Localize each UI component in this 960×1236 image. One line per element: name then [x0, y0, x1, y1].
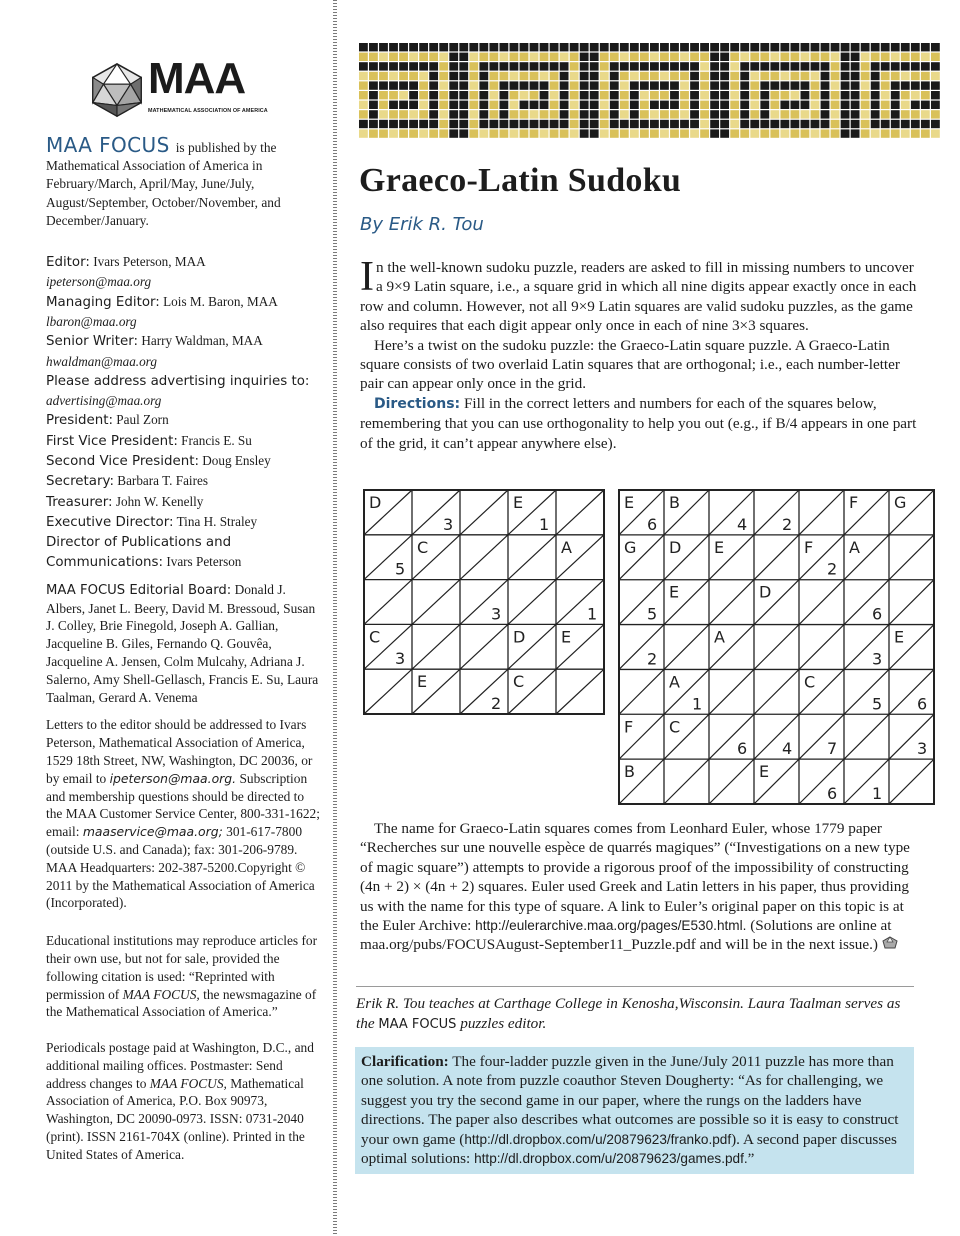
- cell-letter[interactable]: D: [513, 627, 526, 647]
- cell-number[interactable]: 3: [395, 649, 406, 669]
- cell-number[interactable]: 1: [539, 514, 550, 534]
- cell-letter[interactable]: E: [759, 762, 770, 782]
- cell-letter[interactable]: C: [804, 672, 816, 692]
- maa-logo[interactable]: [88, 54, 322, 126]
- cell-letter[interactable]: F: [849, 493, 859, 512]
- cell-number[interactable]: 6: [872, 604, 883, 624]
- staff-role: Executive Director:: [46, 514, 174, 530]
- staff-role: President:: [46, 413, 113, 429]
- postage-text-1: Periodicals postage paid at Washington, D.C., and additional mailing offices. Postmaster: Send address changes to: [46, 1040, 314, 1091]
- cell-letter[interactable]: E: [714, 537, 725, 557]
- postage-focus: MAA FOCUS,: [149, 1075, 227, 1091]
- letters-notice: [46, 716, 322, 912]
- cell-number[interactable]: 5: [647, 604, 658, 624]
- intro-text: n the well-known sudoku puzzle, readers are asked to fill in missing numbers to uncover a 9×9 Latin square, i.e., a square grid in which all nine digits appear exactly once in each row and column. However, not all 9×9 Latin squares are valid sudoku puzzles, as the game also requires that each digit appear only once in each of nine 3×3 squares.: [360, 259, 917, 335]
- directions-label: Directions:: [374, 395, 461, 412]
- staff-role: Treasurer:: [46, 494, 113, 510]
- article-intro: [360, 254, 922, 453]
- cell-letter[interactable]: E: [624, 493, 635, 512]
- staff-name: Paul Zorn: [116, 412, 169, 428]
- author-note: [356, 994, 918, 1034]
- cell-number[interactable]: 3: [491, 604, 502, 624]
- cell-letter[interactable]: A: [714, 627, 725, 647]
- cell-number[interactable]: 6: [917, 694, 928, 714]
- cell-number[interactable]: 6: [647, 514, 658, 534]
- cell-number[interactable]: 1: [587, 604, 598, 624]
- staff-role: Director of Publications and Communications:: [46, 535, 232, 571]
- staff-entry: [46, 371, 322, 411]
- editorial-board-names: Donald J. Albers, Janet L. Beery, David M. Bressoud, Susan J. Colley, Brie Finegold, Joseph A. Gallian, Jacqueline B. Giles, Fernando Q. Gouvêa, Jacqueline A. Jensen, Colm Mulcahy, Adriana J. Salerno, Amy Shell-Gellasch, Francis E. Su, Laura Taalman, Gerard A. Venema: [46, 581, 319, 705]
- euler-archive-link[interactable]: http://eulerarchive.maa.org/pages/E530.html.: [475, 918, 747, 934]
- staff-email-link[interactable]: lbaron@maa.org: [46, 313, 137, 329]
- puzzle-grid-7x7[interactable]: [618, 489, 935, 805]
- clarification-label: Clarification:: [361, 1053, 449, 1070]
- author-text-1: Erik R. Tou teaches at Carthage College in Kenosha,Wisconsin. Laura Taalman serves as the: [356, 995, 901, 1032]
- solutions-text: (Solutions are online at maa.org/pubs/FOCUSAugust-September11_Puzzle.pdf and will be in the next issue.): [360, 917, 892, 954]
- letters-text-3: 301-617-7800 (outside U.S. and Canada); fax: 301-206-9789. MAA Headquarters: 202-387-5200.Copyright © 2011 by the Mathematical Association of America (Incorporated).: [46, 824, 315, 911]
- publication-info: is published by the Mathematical Association of America in February/March, April/May, June/July, August/September, October/November, and December/January.: [46, 140, 281, 228]
- clarification-mid: ). A second paper discusses optimal solutions:: [361, 1130, 897, 1168]
- directions-paragraph: [360, 394, 922, 453]
- reprint-text-2: the newsmagazine of the Mathematical Association of America.”: [46, 986, 317, 1020]
- staff-email-link[interactable]: advertising@maa.org: [46, 393, 162, 409]
- staff-name: Harry Waldman, MAA: [141, 333, 263, 349]
- editor-email-link[interactable]: ipeterson@maa.org.: [109, 770, 237, 786]
- service-email-link[interactable]: maaservice@maa.org;: [82, 824, 223, 840]
- staff-role: Secretary:: [46, 474, 114, 490]
- staff-name: Lois M. Baron, MAA: [163, 293, 278, 309]
- staff-entry: [46, 410, 322, 430]
- cell-letter[interactable]: A: [849, 537, 860, 557]
- staff-email-link[interactable]: hwaldman@maa.org: [46, 353, 157, 369]
- staff-role: Editor:: [46, 255, 90, 271]
- author-focus: MAA FOCUS: [378, 1016, 457, 1032]
- clarification-text: The four-ladder puzzle given in the June/July 2011 puzzle has more than one solution. A note from puzzle coauthor Steven Dougherty: “As for challenging, we suggest you try the second game in our paper, where the rungs on the ladders have directions. The paper also describes what outcomes are possible so it is easy to construct your own game (: [361, 1053, 899, 1148]
- cell-number[interactable]: 5: [872, 694, 883, 714]
- cell-number[interactable]: 6: [827, 784, 838, 803]
- cell-letter[interactable]: E: [561, 627, 572, 647]
- cell-number[interactable]: 7: [827, 739, 838, 759]
- cell-number[interactable]: 5: [395, 559, 406, 579]
- staff-entry: [46, 451, 322, 471]
- staff-name: John W. Kenelly: [115, 493, 204, 509]
- staff-entry: [46, 512, 322, 532]
- cell-letter[interactable]: E: [894, 627, 905, 647]
- cell-letter[interactable]: G: [894, 493, 907, 512]
- clarification-end: ”: [747, 1150, 755, 1168]
- article-title: Graeco-Latin Sudoku: [359, 162, 682, 199]
- cell-number[interactable]: 6: [737, 739, 748, 759]
- cell-letter[interactable]: C: [369, 627, 381, 647]
- publication-statement: [46, 133, 322, 230]
- cell-letter[interactable]: F: [804, 537, 814, 557]
- cell-letter[interactable]: E: [669, 582, 680, 602]
- twist-paragraph: Here’s a twist on the sudoku puzzle: the Graeco-Latin square puzzle. A Graeco-Latin square consists of two overlaid Latin squares that are orthogonal; i.e., each number-letter pair can appear only once in the grid.: [360, 336, 900, 393]
- reprint-notice: [46, 932, 322, 1021]
- editorial-board: [46, 581, 322, 707]
- masthead-column: [46, 54, 322, 1164]
- cell-number[interactable]: 3: [872, 649, 883, 669]
- greek-key-banner: [359, 43, 941, 139]
- staff-role: Managing Editor:: [46, 294, 160, 310]
- staff-role: First Vice President:: [46, 433, 178, 449]
- staff-role: Please address advertising inquiries to:: [46, 373, 310, 389]
- cell-letter[interactable]: E: [513, 493, 524, 512]
- editorial-board-label: MAA FOCUS Editorial Board:: [46, 582, 232, 598]
- cell-number[interactable]: 2: [647, 649, 658, 669]
- icosahedron-logo-icon: [88, 61, 146, 119]
- cell-letter[interactable]: B: [669, 493, 680, 512]
- staff-role: Senior Writer:: [46, 334, 139, 350]
- end-mark-icon: [882, 936, 898, 950]
- staff-entry: [46, 252, 322, 292]
- staff-entry: [46, 471, 322, 491]
- cell-letter[interactable]: D: [669, 537, 682, 557]
- postage-text-2: Mathematical Association of America, P.O. Box 90973, Washington, DC 20090-0973. ISSN: 0731-2040 (print). ISSN 2161-704X (online). Printed in the United States of America.: [46, 1075, 305, 1162]
- cell-letter[interactable]: A: [561, 537, 572, 557]
- staff-name: Ivars Peterson: [166, 554, 242, 570]
- euler-text: The name for Graeco-Latin squares comes from Leonhard Euler, whose 1779 paper “Recherches sur une nouvelle espèce de quarrés magiques” (“Investigations on a new type of magic square”) attempts to provide a rigorous proof of the impossibility of constructing (4n + 2) × (4n + 2) squares. Euler used Greek and Latin letters in his paper, thus providing us with the name for this type of square. A link to Euler’s original paper on this topic is at the Euler Archive:: [360, 820, 910, 935]
- cell-letter[interactable]: B: [624, 762, 635, 782]
- staff-name: Ivars Peterson, MAA: [93, 254, 206, 270]
- clarification-box: [355, 1047, 914, 1174]
- publication-name: MAA FOCUS: [46, 133, 170, 157]
- cell-letter[interactable]: C: [669, 717, 681, 737]
- article-byline: By Erik R. Tou: [360, 214, 484, 235]
- cell-number[interactable]: 3: [443, 514, 454, 534]
- cell-number[interactable]: 4: [737, 514, 748, 534]
- postage-notice: [46, 1039, 322, 1164]
- directions-text: Fill in the correct letters and numbers for each of the squares below, remembering that you can use orthogonality to help you out (e.g., if B/4 appears in one part of the grid, it can’t appear anywhere else).: [360, 394, 917, 452]
- cell-letter[interactable]: A: [669, 672, 680, 692]
- letters-text-1: Letters to the editor should be addressed to Ivars Peterson, Mathematical Association of America, 1529 18th Street, NW, Washington, DC 20036, or by email to: [46, 717, 313, 786]
- letters-text-2: Subscription and membership questions should be directed to the MAA Customer Service Center, 800-331-1622; email:: [46, 770, 320, 840]
- staff-name: Francis E. Su: [181, 432, 252, 448]
- cell-number[interactable]: 3: [917, 739, 928, 759]
- cell-number[interactable]: 2: [782, 514, 793, 534]
- author-text-2: puzzles editor.: [460, 1014, 547, 1032]
- cell-letter[interactable]: E: [417, 672, 428, 692]
- staff-entry: [46, 292, 322, 332]
- cell-letter[interactable]: D: [759, 582, 772, 602]
- cell-letter[interactable]: F: [624, 717, 634, 737]
- euler-paragraph: [360, 819, 922, 955]
- staff-name: Barbara T. Faires: [117, 473, 208, 489]
- logo-subtitle: MATHEMATICAL ASSOCIATION OF AMERICA: [148, 108, 268, 115]
- games-pdf-link[interactable]: http://dl.dropbox.com/u/20879623/games.pdf.: [474, 1151, 748, 1167]
- staff-name: Tina H. Straley: [176, 513, 258, 529]
- column-divider: [333, 0, 337, 1236]
- cell-number[interactable]: 2: [827, 559, 838, 579]
- cell-letter[interactable]: C: [513, 672, 525, 692]
- staff-role: Second Vice President:: [46, 453, 199, 469]
- cell-number[interactable]: 2: [491, 694, 502, 713]
- cell-number[interactable]: 1: [872, 784, 883, 803]
- cell-number[interactable]: 1: [692, 694, 703, 714]
- staff-name: Doug Ensley: [202, 452, 271, 468]
- logo-wordmark: MAA: [148, 54, 246, 104]
- franko-pdf-link[interactable]: http://dl.dropbox.com/u/20879623/franko.pdf: [464, 1131, 732, 1147]
- staff-entry: [46, 431, 322, 451]
- reprint-text-1: Educational institutions may reproduce articles for their own use, but not for sale, provided the following citation is used: “Reprinted with permission of: [46, 933, 318, 1002]
- intro-paragraph: [360, 254, 922, 336]
- cell-letter[interactable]: C: [417, 537, 429, 557]
- drop-cap: I: [360, 254, 374, 300]
- staff-list: [46, 252, 322, 573]
- reprint-focus: MAA FOCUS,: [122, 986, 200, 1002]
- cell-letter[interactable]: G: [624, 537, 637, 557]
- puzzle-grid-5x5[interactable]: [363, 489, 605, 715]
- cell-number[interactable]: 4: [782, 739, 793, 759]
- staff-entry: [46, 532, 322, 573]
- staff-entry: [46, 492, 322, 512]
- staff-email-link[interactable]: ipeterson@maa.org: [46, 274, 152, 290]
- cell-letter[interactable]: D: [369, 493, 382, 512]
- author-rule: [356, 986, 914, 987]
- staff-entry: [46, 331, 322, 371]
